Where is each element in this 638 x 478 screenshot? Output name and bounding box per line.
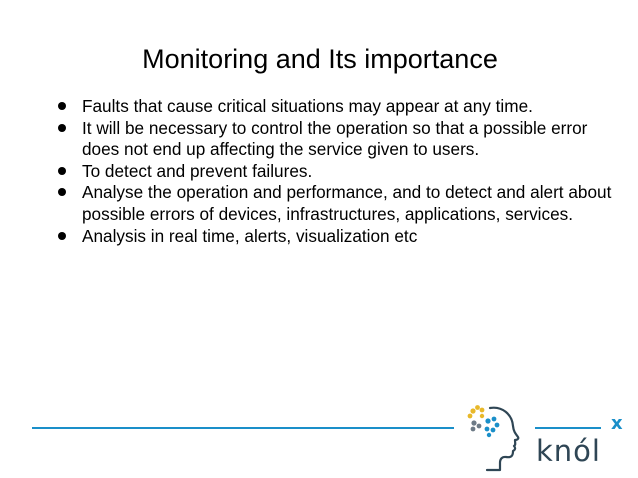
bullet-item (54, 182, 614, 225)
bullet-dot-icon (58, 232, 66, 240)
bullet-item (54, 161, 614, 183)
bullet-text: It will be necessary to control the operation so that a possible error does not end up affecting the service given to users. (82, 117, 588, 160)
logo-dot-icon (485, 418, 490, 423)
logo-dot-icon (480, 408, 485, 413)
footer-rule-left (32, 427, 454, 429)
bullet-list (54, 96, 614, 247)
bullet-dot-icon (58, 188, 66, 196)
logo-dot-icon (491, 428, 496, 433)
logo-dot-icon (487, 433, 491, 437)
logo-dot-icon (471, 420, 476, 425)
head-profile-icon (487, 408, 518, 470)
logo-wordmark: knól (536, 434, 601, 468)
logo-dot-icon (470, 408, 475, 413)
bullet-item (54, 96, 614, 118)
bullet-item (54, 118, 614, 161)
bullet-text: Analyse the operation and performance, and to detect and alert about possible errors of devices, infrastructures, applications, services. (82, 182, 612, 224)
bullet-text: Analysis in real time, alerts, visualization etc (82, 225, 418, 246)
logo-dot-icon (492, 417, 497, 422)
logo-dot-icon (480, 414, 484, 418)
logo-dot-icon (495, 423, 500, 428)
logo-dot-icon (471, 427, 476, 432)
bullet-dot-icon (58, 167, 66, 175)
logo-dot-icon (485, 427, 490, 432)
logo-dot-icon (475, 405, 480, 410)
bullet-dot-icon (58, 102, 66, 110)
logo-dot-icon (477, 424, 482, 429)
logo-dot-icon (468, 414, 473, 419)
bullet-dot-icon (58, 124, 66, 132)
logo-accent-x: x (611, 413, 623, 434)
bullet-text: Faults that cause critical situations may appear at any time. (82, 96, 533, 116)
bullet-text: To detect and prevent failures. (82, 160, 313, 181)
slide-title: Monitoring and Its importance (142, 44, 498, 74)
bullet-item (54, 226, 614, 248)
